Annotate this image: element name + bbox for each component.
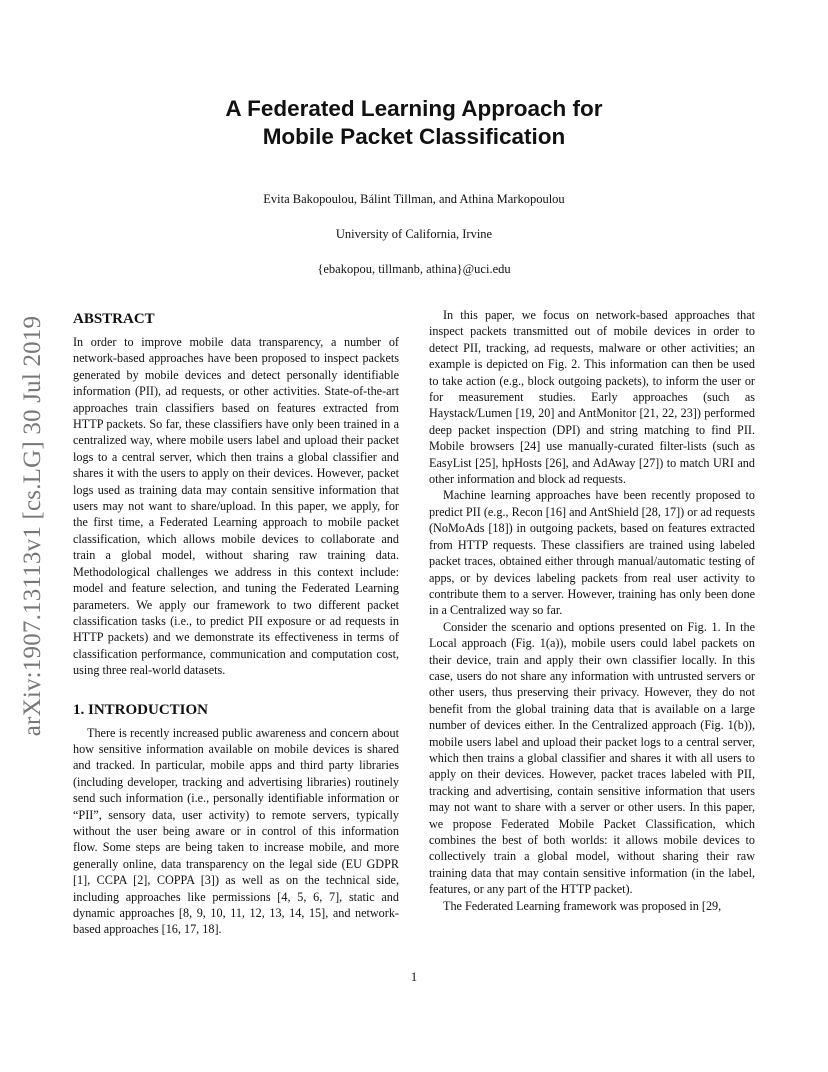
affiliation: University of California, Irvine bbox=[335, 227, 493, 241]
body-paragraph-2: Machine learning approaches have been recently proposed to predict PII (e.g., Recon [16] and AntShield [28, 17]) or ad requests (NoMoAds [18]) in outgoing packets, based on features extracted from HTTP requests. These classifiers are trained using labeled packet traces, obtained either through manual/automatic testing of apps, or by devices labeling packets from real user activity to contribute them to a server. However, training has only been done in a Centralized way so far. bbox=[429, 488, 755, 618]
author-list: Evita Bakopoulou, Bálint Tillman, and Athina Markopoulou bbox=[263, 192, 565, 206]
body-paragraph-4: The Federated Learning framework was proposed in [29, bbox=[443, 898, 722, 913]
paper-title bbox=[0, 95, 828, 151]
arxiv-sidebar-stamp bbox=[19, 296, 47, 756]
right-column bbox=[429, 307, 755, 914]
introduction-heading: 1. INTRODUCTION bbox=[73, 701, 209, 718]
title-line-1: A Federated Learning Approach for bbox=[225, 96, 603, 121]
body-paragraph-1: In this paper, we focus on network-based approaches that inspect packets transmitted out of mobile devices in order to detect PII, tracking, ad requests, malware or other activities; an example is depicted on Fig. 2. This information can then be used to take action (e.g., block outgoing packets), to inform the user or for measurement studies. Early approaches (such as Haystack/Lumen [19, 20] and AntMonitor [21, 22, 23]) performed deep packet inspection (DPI) and string matching to find PII. Mobile browsers [24] use manually-curated filter-lists (such as EasyList [25], hpHosts [26], and AdAway [27]) to match URI and other information and block ad requests. bbox=[429, 308, 755, 487]
page-number: 1 bbox=[410, 970, 418, 984]
arxiv-identifier: arXiv:1907.13113v1 [cs.LG] 30 Jul 2019 bbox=[19, 315, 46, 737]
left-column bbox=[73, 310, 399, 938]
intro-paragraph-1: There is recently increased public awareness and concern about how sensitive information available on mobile devices is shared and tracked. In particular, mobile apps and third party libraries (including developer, tracking and advertising libraries) routinely send such information (i.e., personally identifiable information or “PII”, sensory data, user activity) to remote servers, typically without the user being aware or in control of this information flow. Some steps are being taken to increase mobile, and more generally online, data transparency on the legal side (EU GDPR [1], CCPA [2], COPPA [3]) as well as on the technical side, including approaches like permissions [4, 5, 6, 7], static and dynamic approaches [8, 9, 10, 11, 12, 13, 14, 15], and network-based approaches [16, 17, 18]. bbox=[73, 725, 399, 937]
abstract-heading: ABSTRACT bbox=[73, 311, 155, 327]
body-paragraph-3: Consider the scenario and options presented on Fig. 1. In the Local approach (Fig. 1(a)), mobile users could label packets on their device, train and apply their own classifier locally. In this case, users do not share any information with untrusted servers or other users, thus preserving their privacy. However, they do not benefit from the global training data that is available on a large number of devices either. In the Centralized approach (Fig. 1(b)), mobile users label and upload their packet logs to a central server, which then trains a global classifier and shares it with all users to apply on their devices. However, packet traces labeled with PII, tracking and advertising, contain sensitive information that users may not want to share with a server or other users. In this paper, we propose Federated Mobile Packet Classification, which combines the best of both worlds: it allows mobile devices to collectively train a global model, without sharing their raw training data that may contain sensitive information (in the label, features, or any part of the HTTP packet). bbox=[429, 619, 755, 897]
abstract-paragraph: In order to improve mobile data transparency, a number of network-based approaches have been proposed to inspect packets generated by mobile devices and detect personally identifiable information (PII), ad requests, or other activities. State-of-the-art approaches train classifiers based on features extracted from HTTP packets. So far, these classifiers have only been trained in a centralized way, where mobile users label and upload their packet logs to a central server, which then trains a global classifier and shares it with the users to apply on their devices. However, packet logs used as training data may contain sensitive information that users may not want to share/upload. In this paper, we apply, for the first time, a Federated Learning approach to mobile packet classification, which allows mobile devices to collaborate and train a global model, without sharing raw training data. Methodological challenges we address in this context include: model and feature selection, and tuning the Federated Learning parameters. We apply our framework to two different packet classification tasks (i.e., to predict PII exposure or ad requests in HTTP packets) and we demonstrate its effectiveness in terms of classification performance, communication and computation cost, using three real-world datasets. bbox=[73, 335, 399, 678]
title-line-2: Mobile Packet Classification bbox=[262, 124, 566, 149]
email-address: {ebakopou, tillmanb, athina}@uci.edu bbox=[317, 262, 511, 276]
